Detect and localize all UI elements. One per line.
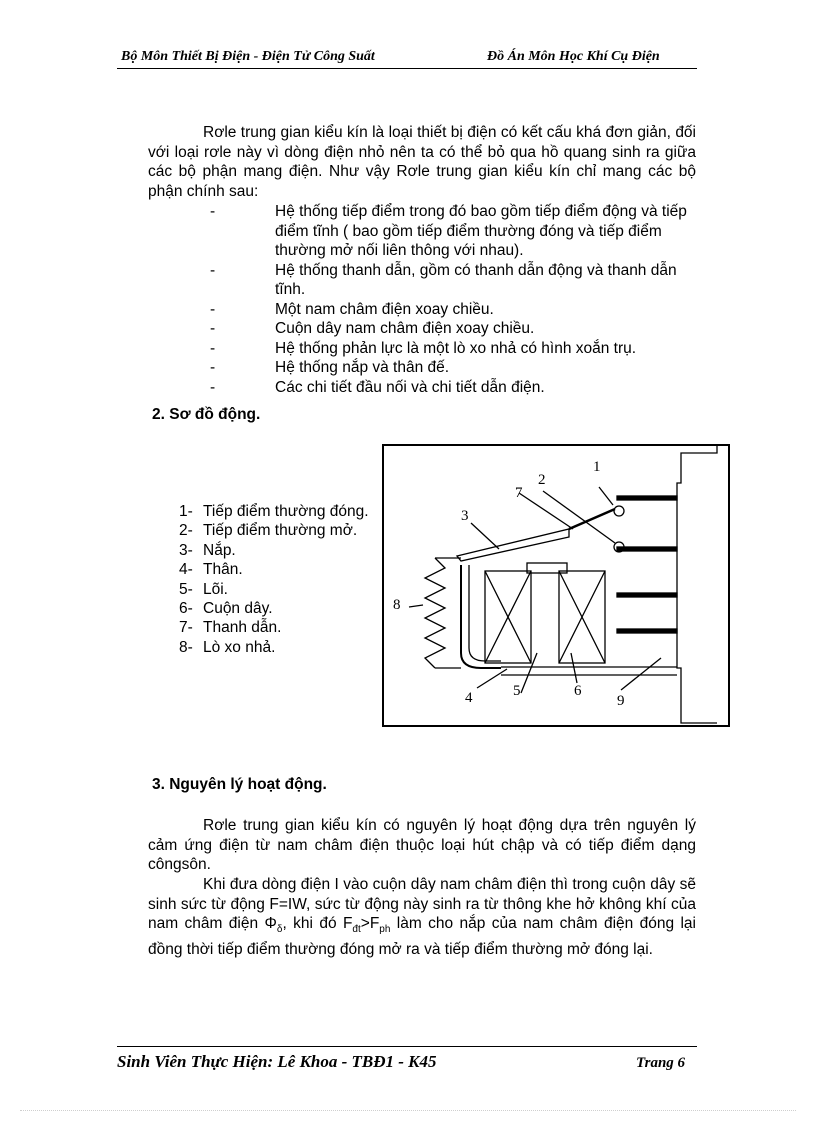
list-item-text: Hệ thống phản lực là một lò xo nhả có hình xoắn trụ.	[275, 339, 637, 357]
legend-number: 8-	[179, 638, 193, 656]
legend-item	[179, 502, 369, 521]
legend-label: Cuộn dây.	[203, 600, 273, 618]
leader-7	[519, 493, 573, 529]
terminal-bar	[617, 547, 677, 551]
list-item	[210, 261, 700, 300]
legend-item	[179, 638, 369, 657]
list-item-text: Hệ thống tiếp điểm trong đó bao gồm tiếp điểm động và tiếp điểm tĩnh ( bao gồm tiếp điểm thường đóng và tiếp điểm thường mở nối liên thông với nhau).	[275, 203, 687, 259]
list-item-text: Các chi tiết đầu nối và chi tiết dẫn điện.	[275, 378, 545, 396]
legend-number: 6-	[179, 600, 193, 618]
magnetic-frame	[461, 565, 501, 668]
terminal-bar	[617, 593, 677, 597]
diagram-label-8: 8	[393, 597, 401, 613]
diagram-label-6: 6	[574, 683, 582, 699]
terminal-bar	[617, 629, 677, 633]
principle-text-1: Rơle trung gian kiểu kín có nguyên lý hoạt động dựa trên nguyên lý cảm ứng điện từ nam châm điện thuộc loại hút chập và có tiếp điểm dạng côngsôn.	[148, 817, 696, 873]
legend-item	[179, 599, 369, 618]
principle-text-2a: Khi đưa dòng điện I vào cuộn dây nam châm điện thì trong cuộn dây sẽ sinh sức từ động F=IW, sức từ động này sinh ra từ thông khe hở không khí của nam châm điện Φ	[148, 876, 696, 932]
header-left-title: Bộ Môn Thiết Bị Điện - Điện Tử Công Suất	[121, 49, 375, 64]
legend-item	[179, 560, 369, 579]
legend-label: Tiếp điểm thường mở.	[203, 522, 358, 540]
legend-label: Thân.	[203, 561, 243, 579]
bullet-dash: -	[210, 203, 216, 220]
diagram-label-2: 2	[538, 472, 546, 488]
leader-4	[477, 669, 507, 688]
legend-label: Lõi.	[203, 580, 228, 598]
base-plate	[677, 445, 717, 723]
section-2-heading: 2. Sơ đồ động.	[152, 406, 261, 423]
diagram-label-7: 7	[515, 485, 523, 501]
diagram-label-4: 4	[465, 690, 473, 706]
leader-3	[471, 523, 499, 549]
bullet-dash: -	[210, 359, 216, 376]
header-right-title: Đồ Án Môn Học Khí Cụ Điện	[487, 49, 660, 64]
legend-label: Lò xo nhả.	[203, 638, 276, 656]
section-3-heading: 3. Nguyên lý hoạt động.	[152, 776, 327, 793]
legend-label: Nắp.	[203, 541, 236, 559]
terminal-bar	[617, 496, 677, 500]
legend-number: 7-	[179, 619, 193, 637]
contact-point-1	[614, 506, 624, 516]
legend-item	[179, 618, 369, 637]
page-edge-dotted-line	[20, 1110, 796, 1111]
list-item	[210, 358, 700, 378]
subscript-dt: đt	[352, 924, 361, 936]
list-item-text: Cuộn dây nam châm điện xoay chiều.	[275, 320, 535, 337]
list-item	[210, 300, 700, 320]
coil-right-cross	[559, 571, 605, 663]
diagram-label-1: 1	[593, 459, 601, 475]
armature-cover	[457, 529, 569, 561]
footer-divider	[117, 1046, 697, 1047]
coil-left-cross	[485, 571, 531, 663]
leader-9	[621, 658, 661, 690]
parts-list	[210, 202, 700, 397]
intro-text: Rơle trung gian kiểu kín là loại thiết bị điện có kết cấu khá đơn giản, đối với loại rơle này vì dòng điện nhỏ nên ta có thể bỏ qua hồ quang sinh ra giữa các bộ phận mang điện. Như vậy Rơle trung gian kiểu kín chỉ mang các bộ phận chính sau:	[148, 124, 696, 200]
legend-item	[179, 521, 369, 540]
list-item	[210, 339, 700, 359]
leader-1	[599, 487, 613, 505]
list-item	[210, 202, 700, 261]
bullet-dash: -	[210, 378, 216, 396]
bullet-dash: -	[210, 339, 216, 357]
leader-8	[409, 605, 423, 607]
legend-number: 2-	[179, 522, 193, 540]
footer-page-number: Trang 6	[636, 1055, 686, 1071]
list-item	[210, 378, 700, 398]
principle-text-2b: , khi đó F	[282, 915, 353, 932]
principle-text-2c: >F	[360, 915, 380, 932]
legend-number: 3-	[179, 541, 193, 559]
diagram-label-5: 5	[513, 683, 521, 699]
intro-paragraph	[148, 123, 696, 201]
legend-item	[179, 580, 369, 599]
legend-item	[179, 541, 369, 560]
principle-paragraph-2	[148, 875, 696, 959]
leader-6	[571, 653, 577, 683]
bullet-dash: -	[210, 261, 216, 279]
diagram-legend	[179, 502, 369, 657]
legend-number: 1-	[179, 503, 193, 520]
list-item-text: Một nam châm điện xoay chiều.	[275, 300, 494, 318]
legend-label: Tiếp điểm thường đóng.	[203, 503, 369, 520]
principle-paragraph-1	[148, 816, 696, 875]
legend-label: Thanh dẫn.	[203, 619, 282, 637]
footer-author: Sinh Viên Thực Hiện: Lê Khoa - TBĐ1 - K45	[117, 1052, 437, 1071]
bullet-dash: -	[210, 300, 216, 318]
subscript-ph: ph	[379, 924, 391, 936]
diagram-label-9: 9	[617, 693, 625, 709]
legend-number: 4-	[179, 561, 193, 579]
release-spring	[425, 558, 445, 668]
relay-diagram	[381, 443, 731, 728]
subscript-delta: δ	[276, 924, 283, 936]
list-item-text: Hệ thống nắp và thân đế.	[275, 359, 450, 376]
principle-text-2d: làm cho nắp của nam châm điện đóng lại đồng thời tiếp điểm thường đóng mở ra và tiếp điểm thường mở đóng lại.	[148, 915, 696, 958]
list-item	[210, 319, 700, 339]
list-item-text: Hệ thống thanh dẫn, gồm có thanh dẫn động và thanh dẫn tĩnh.	[275, 261, 677, 298]
diagram-label-3: 3	[461, 508, 469, 524]
legend-number: 5-	[179, 580, 193, 598]
header-divider	[117, 68, 697, 69]
bullet-dash: -	[210, 320, 216, 337]
